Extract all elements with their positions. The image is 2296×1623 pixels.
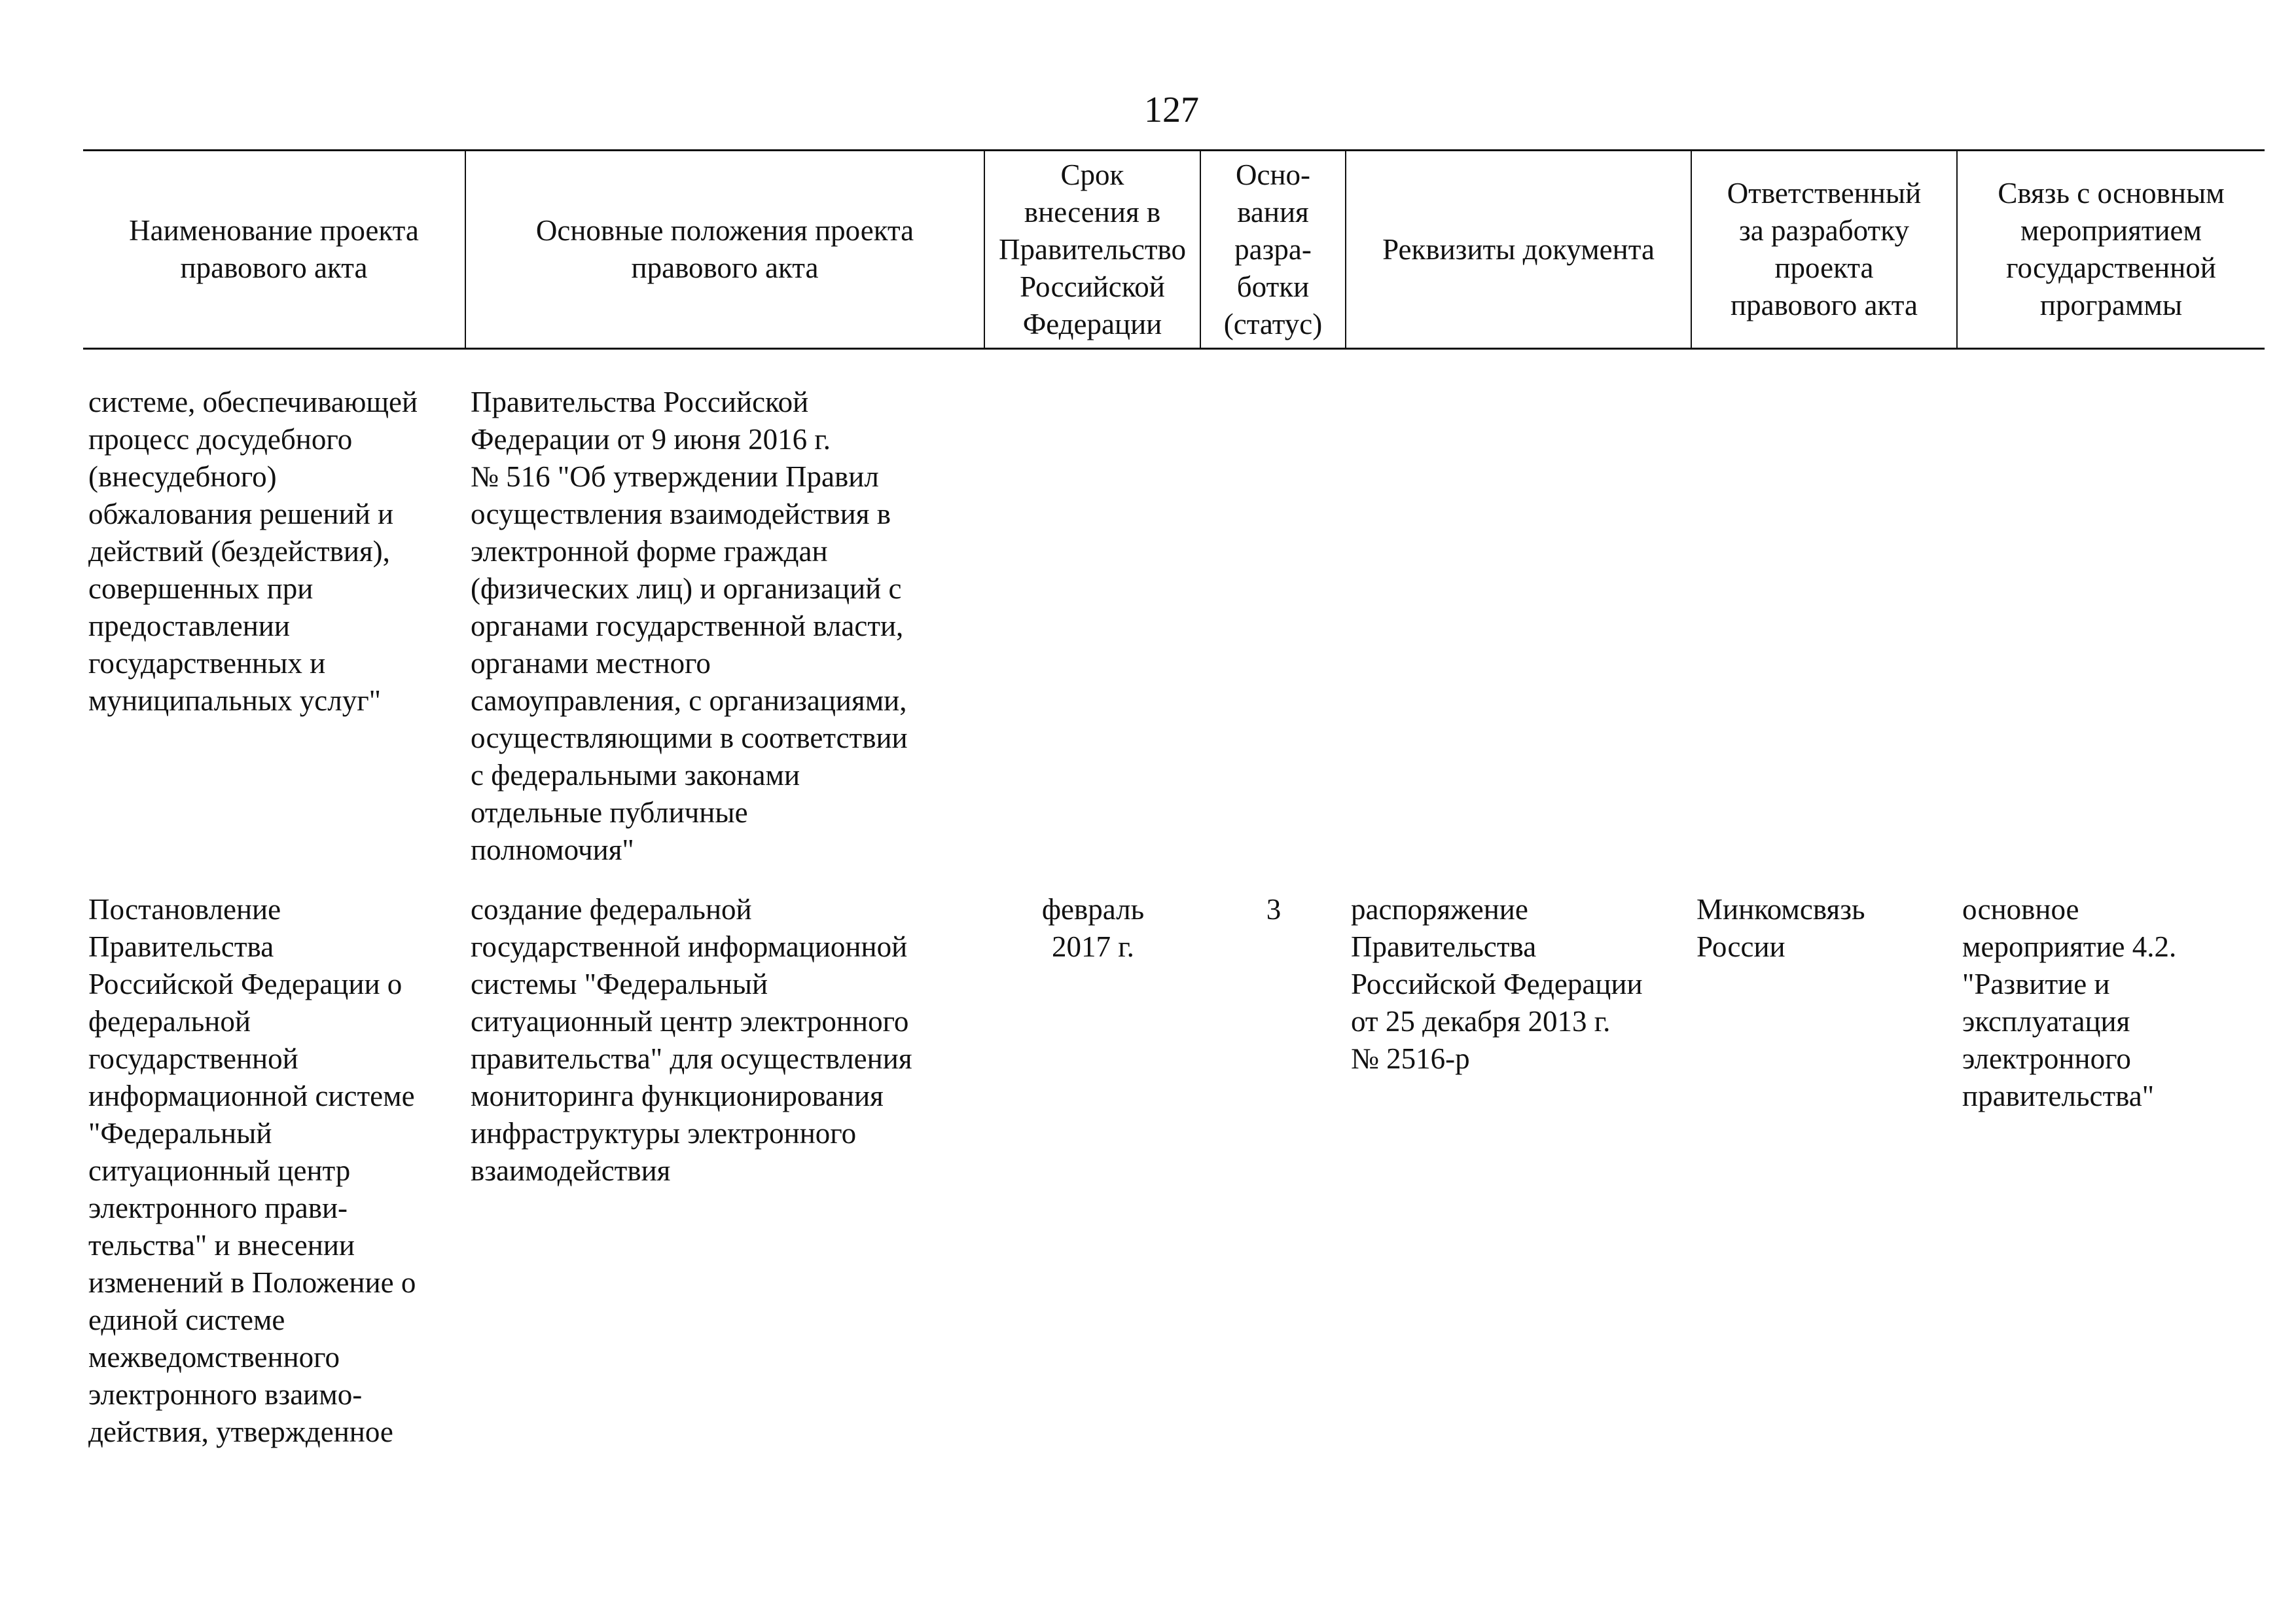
legal-acts-table-page (83, 149, 2265, 1451)
text-line: правового акта (1731, 289, 1918, 321)
cell-basis-status (1200, 349, 1346, 892)
text-line: Российской Федерации о (88, 968, 403, 1000)
header-main-provisions (465, 151, 984, 349)
text-line: Правительства (1351, 930, 1537, 963)
text-line: Правительства Российской (471, 386, 809, 418)
header-document-details (1346, 151, 1691, 349)
text-line: тельства" и внесении (88, 1229, 355, 1262)
cell-program-link (1957, 891, 2265, 1451)
text-line: федеральной (88, 1005, 251, 1038)
header-responsible (1691, 151, 1957, 349)
text-line: разра- (1234, 232, 1312, 266)
text-line: вания (1237, 195, 1309, 228)
text-line: Связь с основным (1998, 177, 2225, 210)
text-line: эксплуатация (1962, 1005, 2130, 1038)
text-line: отдельные публичные (471, 796, 748, 829)
text-line: от 25 декабря 2013 г. (1351, 1005, 1611, 1038)
cell-main-provisions (465, 349, 984, 892)
text-line: электронного (1962, 1042, 2131, 1075)
text-line: Российской Федерации (1351, 968, 1643, 1000)
text-line: Наименование проекта (129, 214, 419, 247)
cell-act-name (83, 349, 465, 892)
cell-act-name (83, 891, 465, 1451)
text-line: взаимодействия (471, 1154, 671, 1187)
text-line: органами государственной власти, (471, 610, 904, 642)
text-line: мероприятием (2020, 214, 2202, 247)
text-line: правового акта (631, 251, 819, 284)
header-program-link (1957, 151, 2265, 349)
text-line: предоставлении (88, 610, 290, 642)
text-line: (статус) (1223, 307, 1323, 340)
text-line: правительства" (1962, 1080, 2155, 1112)
header-basis-status (1200, 151, 1346, 349)
text-line: межведомственного (88, 1341, 340, 1374)
text-line: самоуправления, с организациями, (471, 684, 907, 717)
text-line: обжалования решений и (88, 498, 394, 530)
table-row (83, 891, 2265, 1451)
text-line: органами местного (471, 647, 711, 680)
text-line: Федерации (1022, 307, 1162, 340)
text-line: Постановление (88, 893, 281, 926)
cell-document-details (1346, 891, 1691, 1451)
text-line: государственной (88, 1042, 298, 1075)
text-line: процесс досудебного (88, 423, 353, 456)
text-line: системы "Федеральный (471, 968, 768, 1000)
text-line: инфраструктуры электронного (471, 1117, 857, 1150)
header-act-name (83, 151, 465, 349)
text-line: полномочия" (471, 833, 634, 866)
text-line: № 2516-р (1351, 1042, 1470, 1075)
text-line: осуществляющими в соответствии (471, 721, 908, 754)
cell-responsible (1691, 349, 1957, 892)
text-line: 2017 г. (1052, 930, 1134, 963)
text-line: февраль (1041, 893, 1145, 926)
text-line: Ответственный (1727, 177, 1922, 210)
text-line: осуществления взаимодействия в (471, 498, 891, 530)
text-line: распоряжение (1351, 893, 1528, 926)
text-line: электронного взаимо- (88, 1378, 363, 1411)
text-line: с федеральными законами (471, 759, 800, 792)
text-line: государственной информационной (471, 930, 908, 963)
text-line: ситуационный центр электронного (471, 1005, 909, 1038)
cell-responsible (1691, 891, 1957, 1451)
cell-submission-deadline (984, 891, 1200, 1451)
text-line: создание федеральной (471, 893, 752, 926)
cell-program-link (1957, 349, 2265, 892)
cell-basis-status (1200, 891, 1346, 1451)
text-line: совершенных при (88, 572, 314, 605)
text-line: ботки (1236, 270, 1310, 303)
text-line: мероприятие 4.2. (1962, 930, 2177, 963)
text-line: (физических лиц) и организаций с (471, 572, 902, 605)
text-line: за разработку (1739, 214, 1909, 247)
text-line: единой системе (88, 1304, 285, 1336)
text-line: электронной форме граждан (471, 535, 828, 568)
text-line: Минкомсвязь (1696, 893, 1865, 926)
text-line: электронного прави- (88, 1192, 348, 1224)
text-line: Правительство (999, 232, 1186, 266)
text-line: системе, обеспечивающей (88, 386, 418, 418)
text-line: Реквизиты документа (1382, 232, 1655, 266)
text-line: изменений в Положение о (88, 1266, 416, 1299)
page-number: 127 (1144, 90, 1199, 130)
text-line: действий (бездействия), (88, 535, 390, 568)
text-line: (внесудебного) (88, 460, 277, 493)
text-line: действия, утвержденное (88, 1415, 393, 1448)
cell-main-provisions (465, 891, 984, 1451)
text-line: Срок (1060, 158, 1124, 191)
text-line: программы (2039, 289, 2183, 321)
legal-acts-table (83, 149, 2265, 1451)
text-line: правового акта (180, 251, 368, 284)
text-line: информационной системе (88, 1080, 415, 1112)
text-line: государственных и (88, 647, 326, 680)
text-line: основное (1962, 893, 2079, 926)
text-line: внесения в (1024, 195, 1161, 228)
text-line: 3 (1266, 893, 1282, 926)
text-line: № 516 "Об утверждении Правил (471, 460, 879, 493)
text-line: проекта (1774, 251, 1874, 284)
text-line: России (1696, 930, 1785, 963)
text-line: правительства" для осуществления (471, 1042, 912, 1075)
cell-submission-deadline (984, 349, 1200, 892)
table-header-row (83, 151, 2265, 349)
text-line: Осно- (1235, 158, 1311, 191)
cell-document-details (1346, 349, 1691, 892)
header-submission-deadline (984, 151, 1200, 349)
text-line: Основные положения проекта (535, 214, 914, 247)
text-line: "Федеральный (88, 1117, 272, 1150)
text-line: Российской (1020, 270, 1165, 303)
text-line: ситуационный центр (88, 1154, 351, 1187)
text-line: муниципальных услуг" (88, 684, 382, 717)
text-line: Правительства (88, 930, 274, 963)
text-line: государственной (2006, 251, 2216, 284)
text-line: Федерации от 9 июня 2016 г. (471, 423, 831, 456)
text-line: "Развитие и (1962, 968, 2110, 1000)
table-row (83, 349, 2265, 892)
text-line: мониторинга функционирования (471, 1080, 884, 1112)
